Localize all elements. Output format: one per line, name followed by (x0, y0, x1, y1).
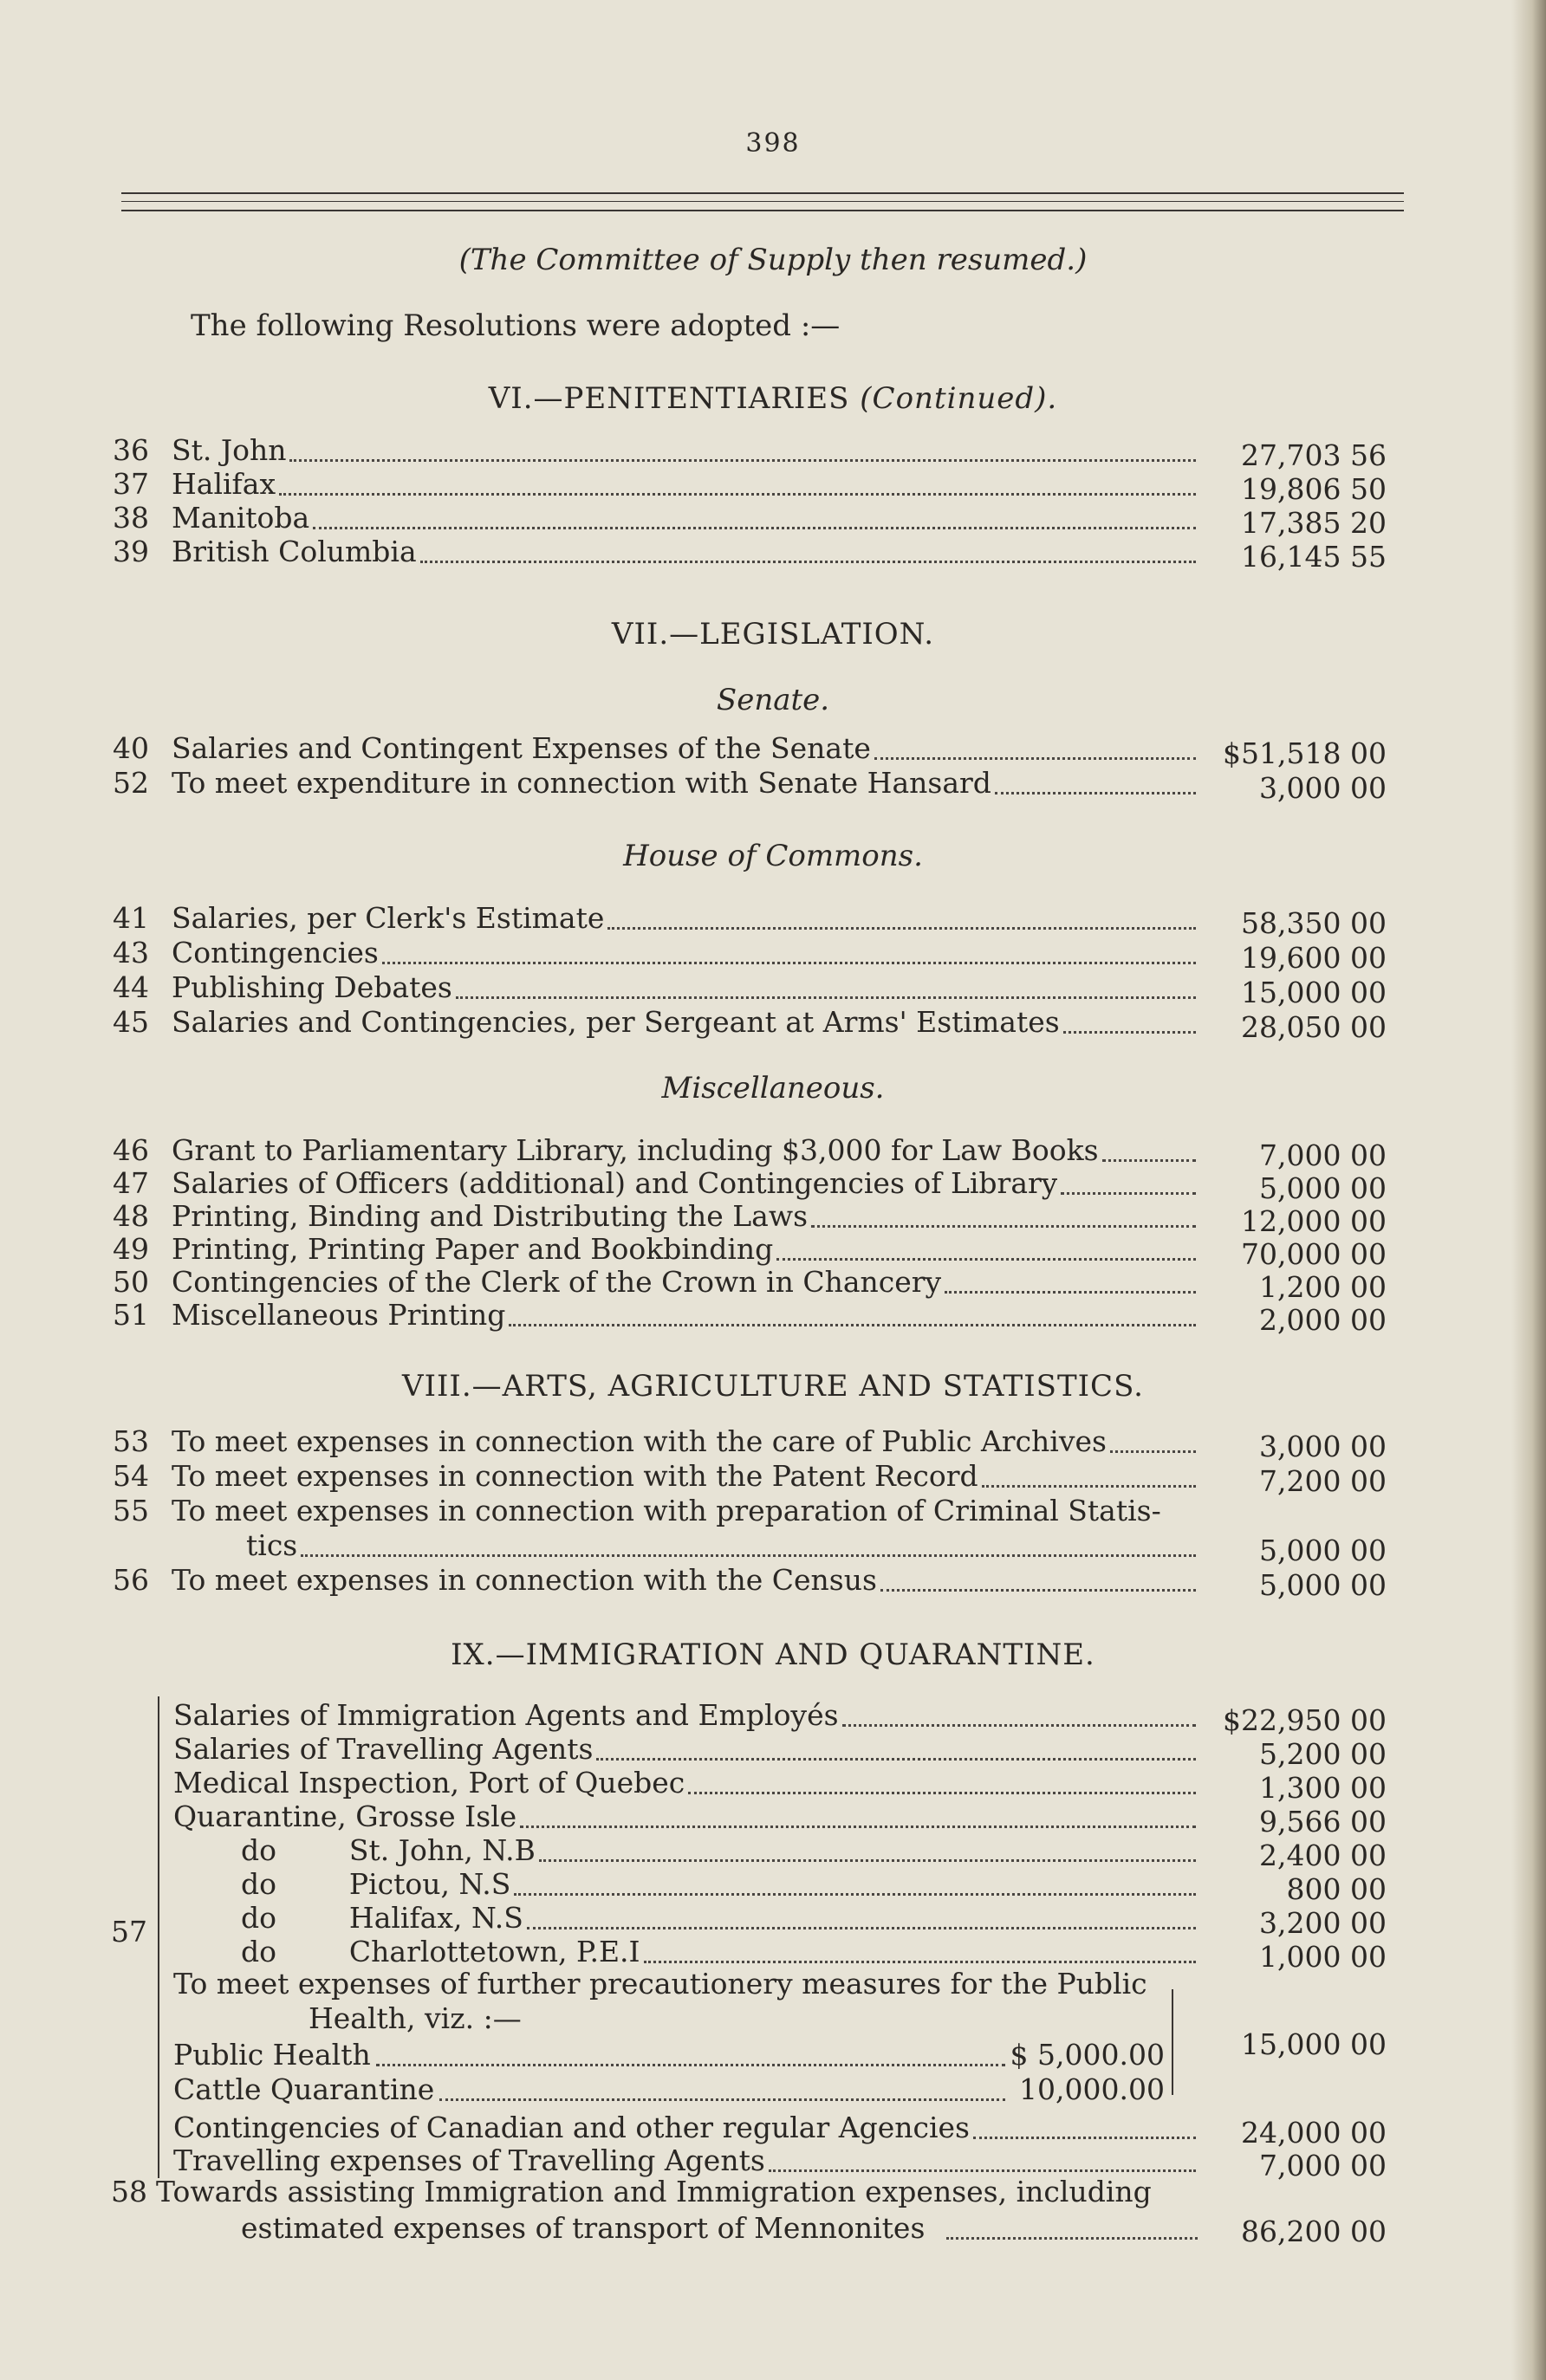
dot-leader (776, 1258, 1196, 1261)
dot-leader (607, 927, 1196, 930)
row-amount: 5,000 00 (1259, 1171, 1387, 1205)
row-description: do Halifax, N.S (241, 1901, 523, 1935)
page-number: 398 (745, 128, 801, 159)
table-row (173, 1833, 1387, 1872)
row-amount: 86,200 00 (1241, 2215, 1387, 2248)
table-row (173, 1800, 1387, 1839)
row-number: 47 (113, 1166, 149, 1200)
subheading-senate: Senate. (716, 683, 830, 717)
row-description: Contingencies (172, 936, 379, 970)
row-description: Salaries of Officers (additional) and Contingencies of Library (172, 1166, 1058, 1200)
row-number: 43 (113, 936, 149, 970)
row-amount: 27,703 56 (1241, 438, 1387, 472)
row-number: 53 (113, 1424, 149, 1458)
row-subamount: $ 5,000.00 (1010, 2038, 1165, 2072)
dot-leader (1061, 1192, 1196, 1195)
table-row (113, 1199, 1387, 1238)
row-amount: 12,000 00 (1241, 1204, 1387, 1238)
row-description: To meet expenses in connection with the care of Public Archives (172, 1424, 1107, 1458)
dot-leader (644, 1961, 1196, 1963)
row-amount: 58,350 00 (1241, 906, 1387, 940)
dot-leader (420, 561, 1196, 563)
table-row (173, 2143, 1387, 2182)
table-row (113, 1265, 1387, 1304)
row-amount: 7,000 00 (1259, 2149, 1387, 2182)
header-rule (121, 201, 1404, 202)
section-heading-ix: IX.—IMMIGRATION AND QUARANTINE. (451, 1637, 1095, 1672)
table-row (113, 535, 1387, 574)
row-amount: 2,000 00 (1259, 1303, 1387, 1337)
dot-leader (973, 2137, 1196, 2139)
row-number: 50 (113, 1265, 149, 1299)
dot-leader (874, 757, 1196, 760)
dot-leader (880, 1589, 1196, 1592)
row-number: 49 (113, 1232, 149, 1266)
dot-leader (1063, 1031, 1196, 1034)
subheading-house-of-commons: House of Commons. (623, 839, 923, 873)
row-description: Salaries of Travelling Agents (173, 1732, 594, 1766)
dot-leader (376, 2064, 1005, 2066)
table-row (173, 2111, 1387, 2150)
row-description: Halifax (172, 467, 276, 501)
section-heading-vi (0, 381, 1546, 416)
row-description: Miscellaneous Printing (172, 1298, 506, 1332)
row-description: Contingencies of Canadian and other regular Agencies (173, 2111, 970, 2144)
health-total: 15,000 00 (1241, 2027, 1387, 2061)
row-description: Grant to Parliamentary Library, including $3,000 for Law Books (172, 1133, 1099, 1167)
dot-leader (313, 527, 1196, 529)
row-amount: 3,000 00 (1259, 1430, 1387, 1463)
table-row (113, 1494, 1387, 1528)
row-number: 36 (113, 433, 149, 467)
table-row (173, 1732, 1387, 1771)
row-amount: 1,300 00 (1259, 1771, 1387, 1805)
dot-leader (514, 1893, 1196, 1896)
dot-leader (301, 1554, 1196, 1557)
dot-leader (439, 2098, 1005, 2101)
dot-leader (945, 1291, 1196, 1294)
row-description: Towards assisting Immigration and Immigration expenses, including (156, 2175, 1152, 2208)
row-number: 40 (113, 731, 149, 765)
table-row (113, 731, 1387, 770)
dot-leader (995, 792, 1196, 794)
row-number: 37 (113, 467, 149, 501)
table-row (113, 970, 1387, 1009)
row-amount: 5,200 00 (1259, 1737, 1387, 1771)
row-amount: 17,385 20 (1241, 506, 1387, 540)
row-description: Salaries, per Clerk's Estimate (172, 901, 605, 935)
row-subamount: 10,000.00 (1019, 2072, 1165, 2106)
table-row (173, 1901, 1387, 1940)
table-row (113, 467, 1387, 506)
row-description: British Columbia (172, 535, 417, 568)
row-amount: 19,600 00 (1241, 941, 1387, 975)
row-amount: 7,200 00 (1259, 1464, 1387, 1498)
row-amount: 15,000 00 (1241, 976, 1387, 1009)
row-number: 54 (113, 1459, 149, 1493)
row-number: 44 (113, 970, 149, 1004)
row-number: 38 (113, 501, 149, 535)
row-amount: $22,950 00 (1223, 1703, 1387, 1737)
row-amount: 16,145 55 (1241, 540, 1387, 574)
row-amount: 1,200 00 (1259, 1270, 1387, 1304)
row-amount: 5,000 00 (1259, 1568, 1387, 1602)
row-number: 51 (113, 1298, 149, 1332)
row-description: To meet expenses in connection with the Patent Record (172, 1459, 978, 1493)
table-row (173, 1935, 1387, 1974)
row-description: Printing, Printing Paper and Bookbinding (172, 1232, 774, 1266)
row-description: do St. John, N.B (241, 1833, 536, 1867)
row-amount: 2,400 00 (1259, 1839, 1387, 1872)
row-description: Quarantine, Grosse Isle (173, 1800, 517, 1833)
row-description: Salaries of Immigration Agents and Employés (173, 1698, 839, 1732)
row-description: Manitoba (172, 501, 310, 535)
row-description: do Pictou, N.S (241, 1867, 511, 1901)
row-description: To meet expenses in connection with the Census (172, 1563, 877, 1597)
dot-leader (382, 962, 1196, 964)
table-row (113, 1424, 1387, 1463)
table-row (173, 1867, 1387, 1906)
dot-leader (1110, 1450, 1196, 1453)
row-number: 45 (113, 1005, 149, 1039)
table-row (113, 901, 1387, 940)
row-description: Salaries and Contingent Expenses of the Senate (172, 731, 871, 765)
row-amount: 24,000 00 (1241, 2116, 1387, 2150)
dot-leader (946, 2237, 1198, 2240)
dot-leader (509, 1324, 1196, 1326)
table-row (113, 1298, 1387, 1337)
health-intro-line-1: To meet expenses of further precautionery measures for the Public (173, 1967, 1147, 2001)
dot-leader (527, 1927, 1196, 1929)
table-row (113, 1166, 1387, 1205)
table-row (113, 501, 1387, 540)
row-number: 58 (111, 2175, 147, 2208)
row-number: 55 (113, 1494, 149, 1527)
row-description: St. John (172, 433, 287, 467)
dot-leader (596, 1758, 1196, 1761)
row-description: estimated expenses of transport of Mennonites (241, 2211, 926, 2245)
header-rule (121, 210, 1404, 211)
table-row (113, 433, 1387, 472)
row-amount: 5,000 00 (1259, 1534, 1387, 1567)
dot-leader (539, 1859, 1196, 1862)
row-number: 41 (113, 901, 149, 935)
row-number: 52 (113, 766, 149, 800)
row-description: Travelling expenses of Travelling Agents (173, 2143, 765, 2177)
dot-leader (279, 493, 1196, 496)
group-number: 57 (111, 1915, 147, 1949)
table-row (113, 1232, 1387, 1271)
section-title: VI.—PENITENTIARIES (488, 381, 850, 416)
header-rule (121, 192, 1404, 194)
row-number: 39 (113, 535, 149, 568)
table-row (113, 1459, 1387, 1498)
row-amount: 7,000 00 (1259, 1138, 1387, 1172)
row-description: To meet expenses in connection with preparation of Criminal Statis- (172, 1494, 1161, 1527)
dot-leader (289, 459, 1196, 462)
group-brace (158, 1696, 172, 2178)
row-amount: 19,806 50 (1241, 472, 1387, 506)
dot-leader (982, 1485, 1196, 1488)
row-amount: $51,518 00 (1223, 736, 1387, 770)
committee-note: (The Committee of Supply then resumed.) (458, 243, 1088, 277)
dot-leader (688, 1792, 1196, 1794)
table-row (113, 1563, 1387, 1602)
row-description: Printing, Binding and Distributing the Laws (172, 1199, 809, 1233)
table-row (113, 1005, 1387, 1044)
row-amount: 800 00 (1286, 1872, 1387, 1906)
row-description: Publishing Debates (172, 970, 452, 1004)
row-description: Public Health (173, 2038, 371, 2072)
dot-leader (811, 1225, 1196, 1228)
dot-leader (520, 1826, 1196, 1828)
dot-leader (842, 1724, 1196, 1727)
table-row (113, 936, 1387, 975)
table-row (113, 766, 1387, 805)
dot-leader (769, 2169, 1196, 2172)
section-heading-vii: VII.—LEGISLATION. (611, 617, 935, 652)
health-intro-line-2: Health, viz. :— (309, 2001, 522, 2035)
row-description: tics (246, 1528, 298, 1562)
row-description: To meet expenditure in connection with Senate Hansard (172, 766, 991, 800)
row-description: Medical Inspection, Port of Quebec (173, 1766, 685, 1800)
row-description: Cattle Quarantine (173, 2072, 435, 2106)
table-row (173, 1698, 1387, 1737)
row-amount: 9,566 00 (1259, 1805, 1387, 1839)
table-row (113, 1133, 1387, 1172)
section-title-suffix: (Continued). (860, 381, 1058, 416)
row-amount: 1,000 00 (1259, 1940, 1387, 1974)
row-description: Salaries and Contingencies, per Sergeant at Arms' Estimates (172, 1005, 1060, 1039)
row-amount: 28,050 00 (1241, 1010, 1387, 1044)
row-number: 56 (113, 1563, 149, 1597)
dot-leader (456, 996, 1196, 999)
row-number: 46 (113, 1133, 149, 1167)
row-amount: 3,000 00 (1259, 771, 1387, 805)
section-heading-viii: VIII.—ARTS, AGRICULTURE AND STATISTICS. (402, 1369, 1144, 1404)
dot-leader (1102, 1159, 1196, 1162)
row-description: Contingencies of the Clerk of the Crown in Chancery (172, 1265, 942, 1299)
table-row (173, 1766, 1387, 1805)
table-row (113, 1528, 1387, 1567)
intro-text: The following Resolutions were adopted :— (191, 308, 841, 343)
row-number: 48 (113, 1199, 149, 1233)
row-amount: 70,000 00 (1241, 1237, 1387, 1271)
book-spine-shadow (1511, 0, 1546, 2380)
subheading-miscellaneous: Miscellaneous. (661, 1071, 885, 1106)
row-amount: 3,200 00 (1259, 1906, 1387, 1940)
row-description: do Charlottetown, P.E.I (241, 1935, 640, 1968)
